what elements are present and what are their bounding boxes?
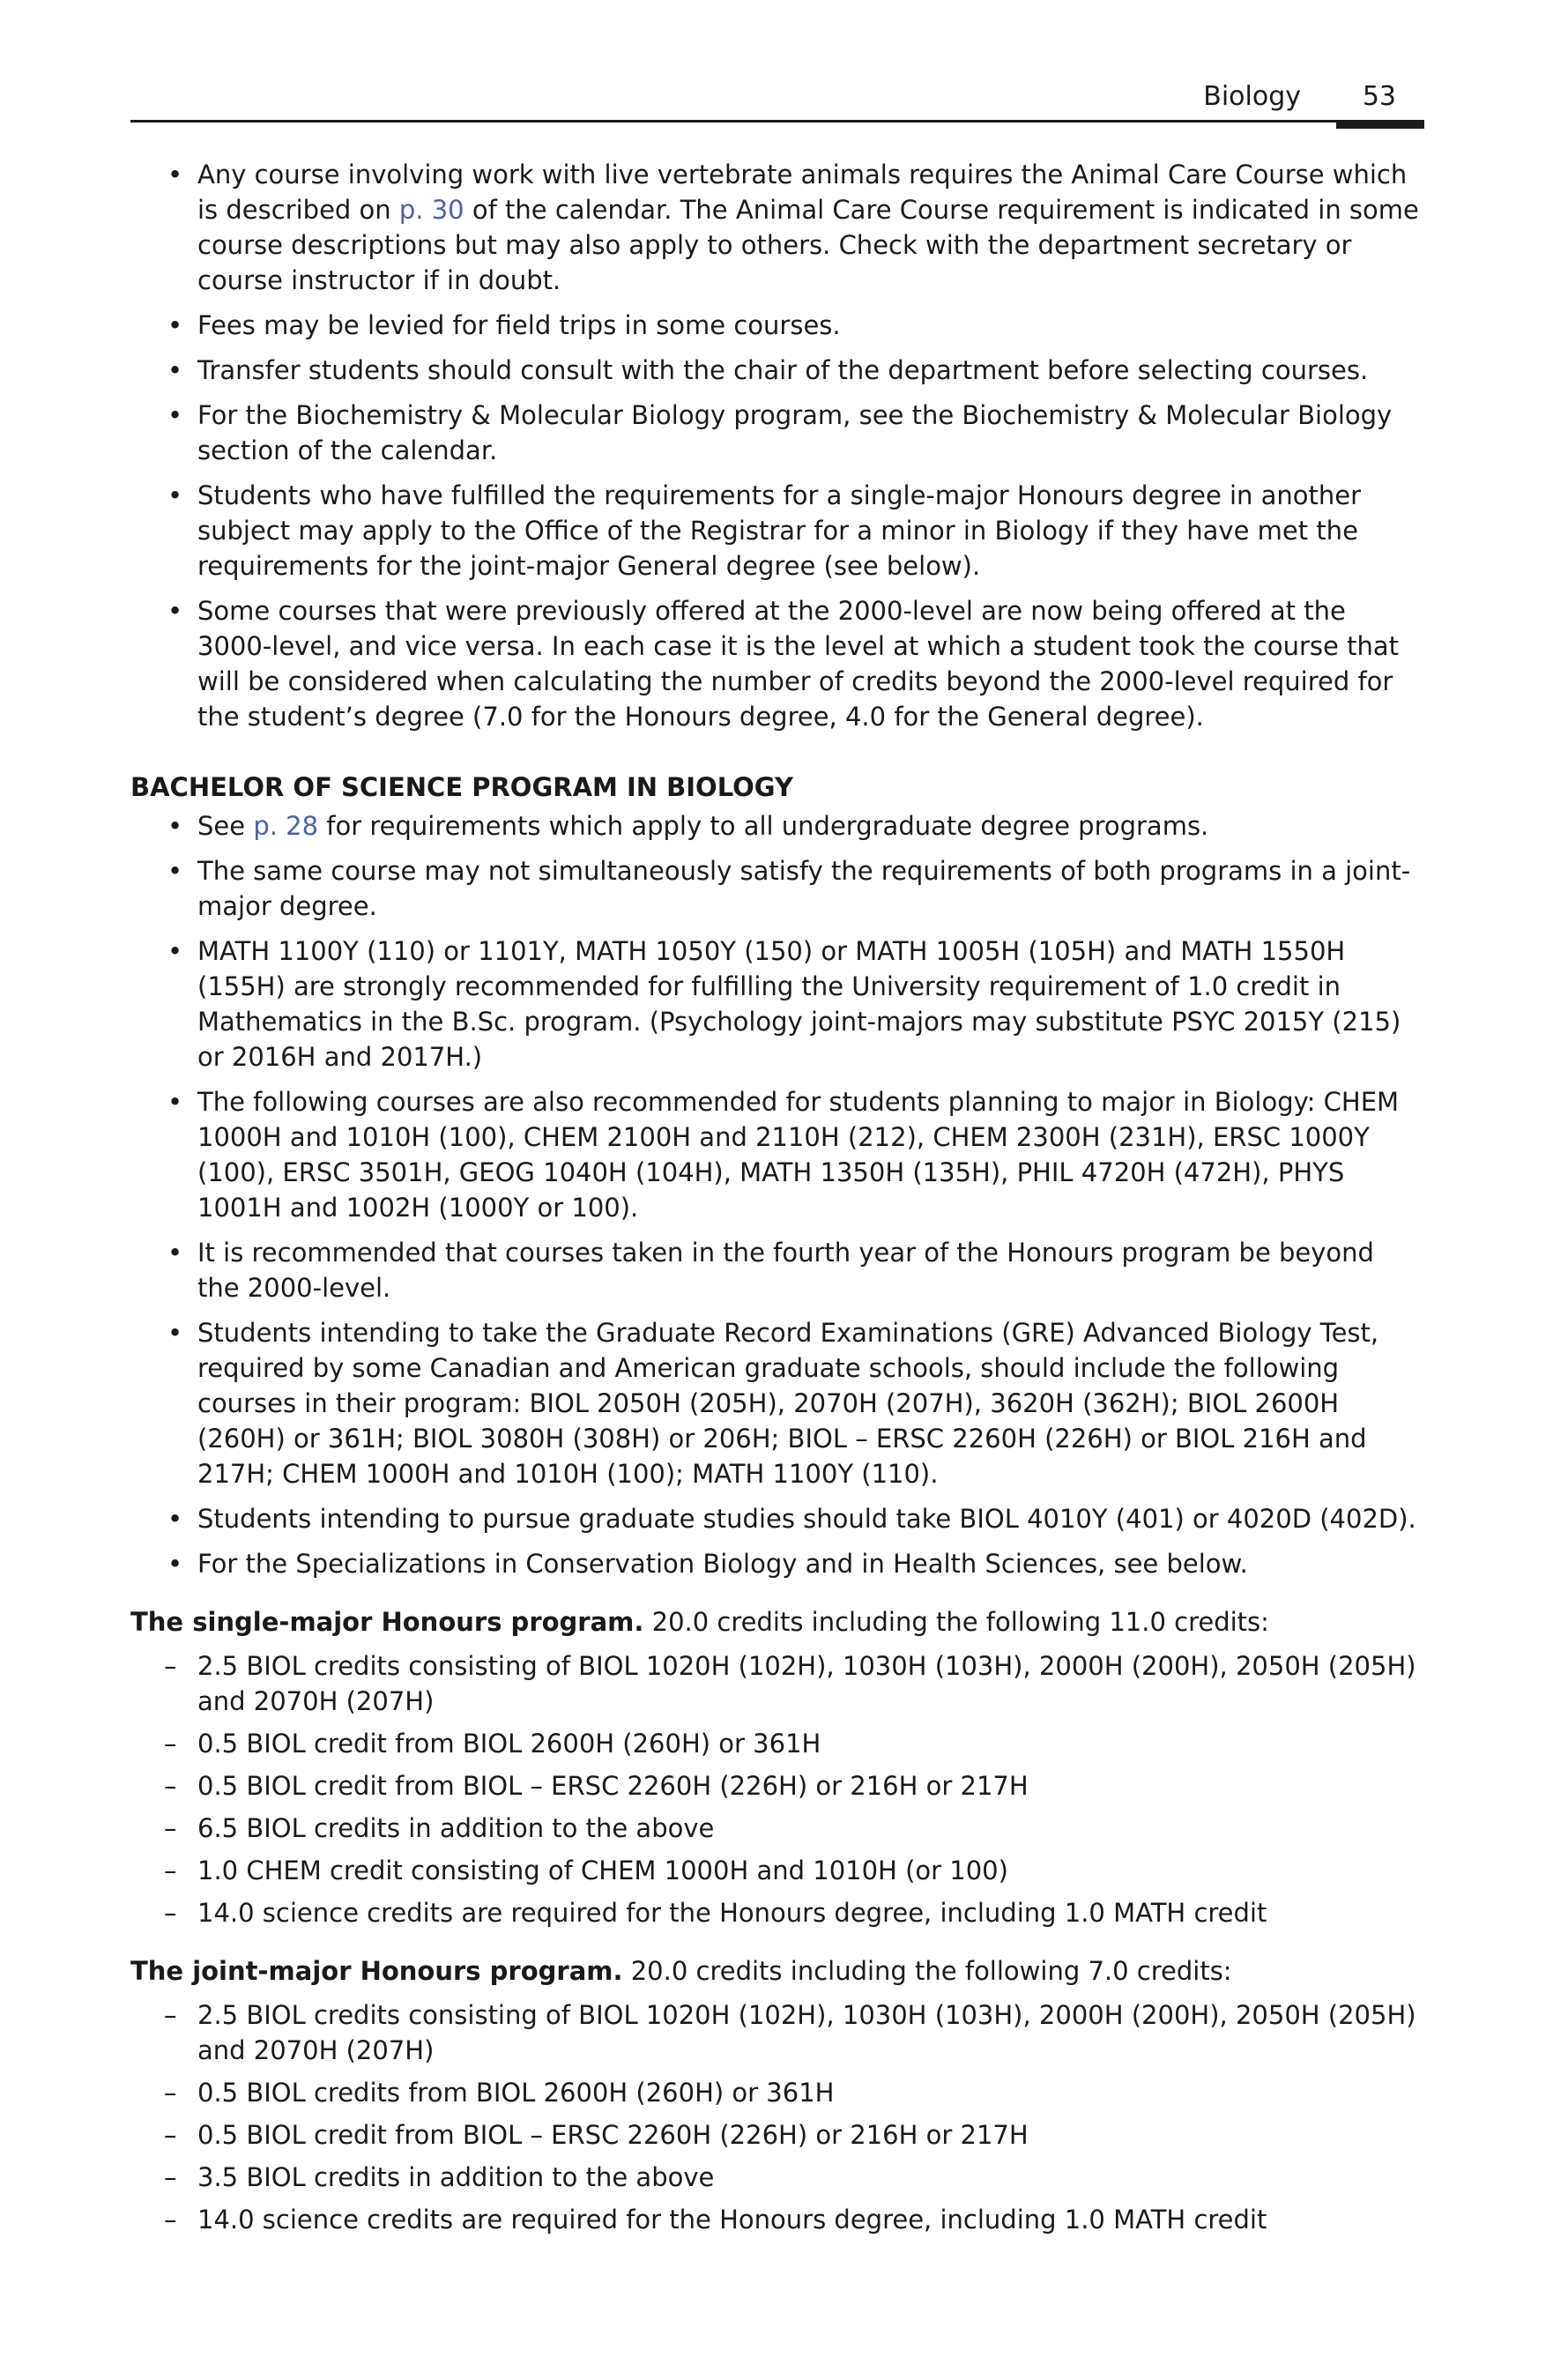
page-link[interactable]: p. 30 [398,195,464,225]
page-link[interactable]: p. 28 [253,811,319,841]
list-item [130,2117,1423,2153]
list-item [130,2160,1423,2195]
list-item [130,933,1423,1075]
running-header [130,78,1423,127]
list-item [130,808,1423,844]
bsc-requirements-list [130,808,1423,1581]
header-rule [130,120,1423,123]
dash-marker: – [164,2120,177,2150]
list-item [130,1315,1423,1491]
requirement-text: 6.5 BIOL credits in addition to the above [197,1813,715,1843]
single-major-program-intro [130,1604,1423,1640]
item-text: Students intending to pursue graduate studies should take BIOL 4010Y (401) or 4020D (402D). [197,1504,1416,1534]
joint-major-requirements [130,1997,1423,2237]
bullet-marker: • [167,936,183,966]
note-text: Any course involving work with live vertebrate animals requires the Animal Care Course which is described on [197,160,1408,225]
list-item [130,1235,1423,1305]
dash-marker: – [164,1813,177,1843]
requirement-text: 0.5 BIOL credit from BIOL – ERSC 2260H (226H) or 216H or 217H [197,2120,1029,2150]
list-item [130,2202,1423,2237]
list-item [130,593,1423,734]
bullet-marker: • [167,355,183,385]
single-major-requirements [130,1648,1423,1930]
bullet-marker: • [167,480,183,510]
calendar-page [130,0,1423,2380]
requirement-text: 0.5 BIOL credit from BIOL – ERSC 2260H (226H) or 216H or 217H [197,1771,1029,1801]
item-text: For the Specializations in Conservation Biology and in Health Sciences, see below. [197,1549,1248,1579]
list-item [130,1084,1423,1225]
list-item [130,1997,1423,2068]
bullet-marker: • [167,811,183,841]
dash-marker: – [164,1898,177,1928]
requirement-text: 0.5 BIOL credits from BIOL 2600H (260H) or 361H [197,2078,835,2108]
list-item [130,1895,1423,1930]
list-item [130,308,1423,343]
dash-marker: – [164,2205,177,2235]
item-text: The same course may not simultaneously satisfy the requirements of both programs in a joint-major degree. [197,856,1411,921]
list-item [130,398,1423,468]
program-title: The joint-major Honours program. [130,1956,623,1986]
list-item [130,1768,1423,1804]
header-tab [1336,120,1424,129]
list-item [130,478,1423,584]
dash-marker: – [164,1651,177,1681]
note-text: of the calendar. The Animal Care Course requirement is indicated in some course descriptions but may also apply to others. Check with the department secretary or course instructor if in doubt. [197,195,1419,295]
note-text: Students who have fulfilled the requirements for a single-major Honours degree in another subject may apply to the Office of the Registrar for a minor in Biology if they have met the requirements for the joint-major General degree (see below). [197,480,1362,581]
dash-marker: – [164,2162,177,2192]
note-text: Fees may be levied for field trips in some courses. [197,310,841,340]
list-item [130,353,1423,388]
bullet-marker: • [167,1087,183,1117]
dash-marker: – [164,1729,177,1759]
bullet-marker: • [167,856,183,886]
bullet-marker: • [167,1549,183,1579]
list-item [130,1546,1423,1581]
requirement-text: 0.5 BIOL credit from BIOL 2600H (260H) or 361H [197,1729,821,1759]
program-summary: 20.0 credits including the following 11.0 credits: [643,1607,1269,1637]
bullet-marker: • [167,1238,183,1268]
list-item [130,1726,1423,1761]
requirement-text: 2.5 BIOL credits consisting of BIOL 1020H (102H), 1030H (103H), 2000H (200H), 2050H (205H) and 2070H (207H) [197,1651,1416,1716]
item-text: The following courses are also recommended for students planning to major in Biology: CHEM 1000H and 1010H (100), CHEM 2100H and 2110H (212), CHEM 2300H (231H), ERSC 1000Y (100), ERSC 3501H, GEOG 1040H (104H), MATH 1350H (135H), PHIL 4720H (472H), PHYS 1001H and 1002H (1000Y or 100). [197,1087,1400,1223]
list-item [130,2075,1423,2110]
dash-marker: – [164,1771,177,1801]
general-notes-list [130,157,1423,734]
program-title: The single-major Honours program. [130,1607,644,1637]
bullet-marker: • [167,596,183,626]
item-text: for requirements which apply to all undergraduate degree programs. [318,811,1209,841]
list-item [130,157,1423,298]
list-item [130,1853,1423,1888]
list-item [130,1501,1423,1536]
page-number: 53 [1362,81,1396,112]
joint-major-program-intro [130,1953,1423,1989]
requirement-text: 3.5 BIOL credits in addition to the above [197,2162,715,2192]
requirement-text: 14.0 science credits are required for the Honours degree, including 1.0 MATH credit [197,1898,1267,1928]
note-text: Transfer students should consult with the chair of the department before selecting courses. [197,355,1369,385]
bullet-marker: • [167,1318,183,1348]
list-item [130,1811,1423,1846]
bullet-marker: • [167,400,183,430]
dash-marker: – [164,2000,177,2030]
requirement-text: 14.0 science credits are required for the Honours degree, including 1.0 MATH credit [197,2205,1267,2235]
requirement-text: 1.0 CHEM credit consisting of CHEM 1000H and 1010H (or 100) [197,1856,1008,1885]
header-section-title: Biology [1203,81,1301,112]
note-text: Some courses that were previously offered at the 2000-level are now being offered at the 3000-level, and vice versa. In each case it is the level at which a student took the course that will be considered when calculating the number of credits beyond the 2000-level required for the student’s degree (7.0 for the Honours degree, 4.0 for the General degree). [197,596,1399,732]
item-text: It is recommended that courses taken in the fourth year of the Honours program be beyond the 2000-level. [197,1238,1374,1303]
dash-marker: – [164,1856,177,1885]
dash-marker: – [164,2078,177,2108]
item-text: MATH 1100Y (110) or 1101Y, MATH 1050Y (150) or MATH 1005H (105H) and MATH 1550H (155H) are strongly recommended for fulfilling the University requirement of 1.0 credit in Mathematics in the B.Sc. program. (Psychology joint-majors may substitute PSYC 2015Y (215) or 2016H and 2017H.) [197,936,1401,1072]
item-text: See [197,811,254,841]
list-item [130,1648,1423,1719]
bullet-marker: • [167,310,183,340]
program-summary: 20.0 credits including the following 7.0 credits: [622,1956,1232,1986]
section-heading: BACHELOR OF SCIENCE PROGRAM IN BIOLOGY [130,772,793,802]
page-content [130,157,1423,2244]
requirement-text: 2.5 BIOL credits consisting of BIOL 1020H (102H), 1030H (103H), 2000H (200H), 2050H (205H) and 2070H (207H) [197,2000,1416,2065]
item-text: Students intending to take the Graduate Record Examinations (GRE) Advanced Biology Test, required by some Canadian and American graduate schools, should include the following courses in their program: BIOL 2050H (205H), 2070H (207H), 3620H (362H); BIOL 2600H (260H) or 361H; BIOL 3080H (308H) or 206H; BIOL – ERSC 2260H (226H) or BIOL 216H and 217H; CHEM 1000H and 1010H (100); MATH 1100Y (110). [197,1318,1379,1489]
list-item [130,853,1423,924]
bullet-marker: • [167,1504,183,1534]
note-text: For the Biochemistry & Molecular Biology program, see the Biochemistry & Molecular Biology section of the calendar. [197,400,1393,465]
bullet-marker: • [167,160,183,190]
